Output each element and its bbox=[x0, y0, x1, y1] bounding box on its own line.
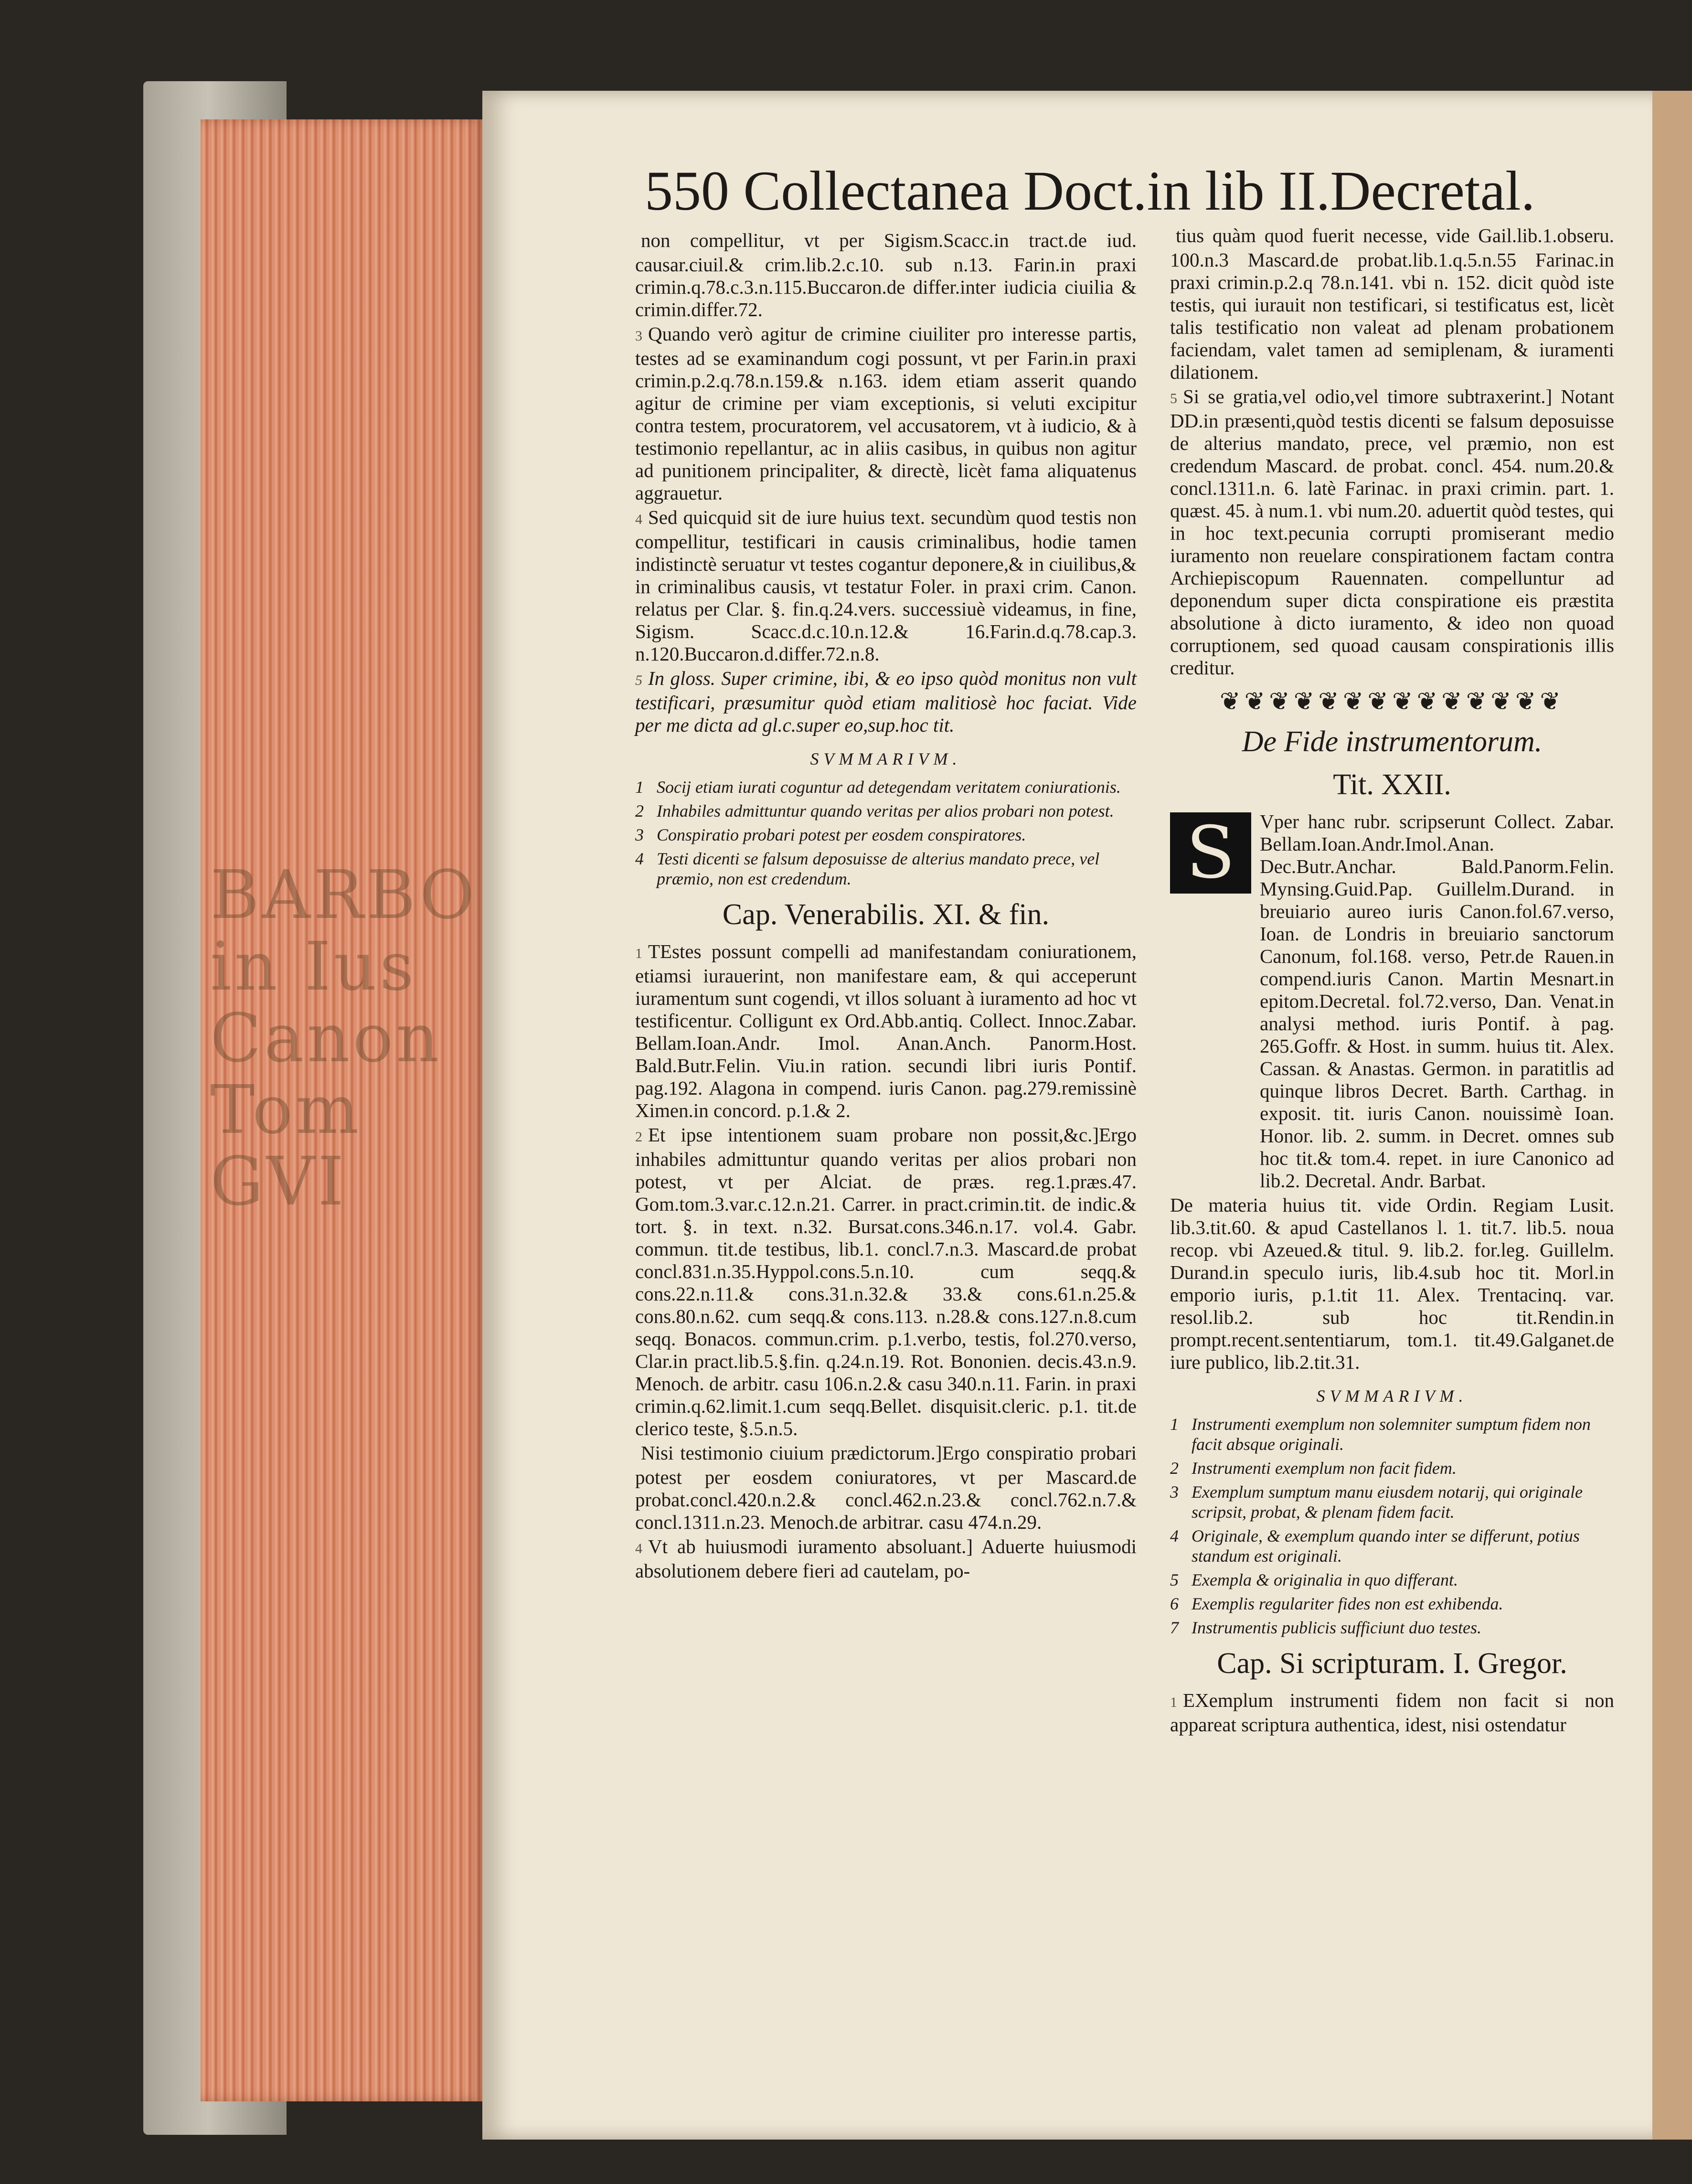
summary-item bbox=[635, 849, 1137, 889]
summary-number: 5 bbox=[1170, 1570, 1179, 1589]
section-title: De Fide instrumentorum. bbox=[1242, 725, 1543, 758]
summary-number: 1 bbox=[635, 778, 644, 797]
intro-paragraph: Vper hanc rubr. scripserunt Collect. Zabar. Bellam.Ioan.Andr.Imol.Anan. Dec.Butr.Anchar. Bald.Panorm.Felin. Mynsing.Guid.Pap. Guillelm.Durand. in breuiario aureo iuris Canon.fol.67.verso, Ioan. de Londris in breuiario sanctorum Canonum, fol.168. verso, Petr.de Rauen.in compend.iuris Canon. Martin Mesnart.in epitom.Decretal. fol.72.verso, Dan. Venat.in analysi method. iuris Pontif. à pag. 265.Goffr. & Host. in summ. huius tit. Alex. Cassan. & Anastas. Germon. in paratitlis ad quinque libros Decret. Barth. Carthag. in exposit. tit. iuris Canon. nouissimè Ioan. Honor. lib. 2. summ. in Decret. omnes sub hoc tit.& tom.4. repet. in iure Canonico ad lib.2. Decretal. Andr. Barbat. bbox=[1260, 810, 1614, 1192]
paragraph-text: Nisi testimonio ciuium prædictorum.]Ergo conspiratio probari potest per eosdem coniuratores, vt per Mascard.de probat.concl.420.n.2.& concl.462.n.23.& concl.762.n.7.& concl.1311.n.23. Menoch.de arbitrar. casu 474.n.29. bbox=[635, 1442, 1137, 1533]
margin-number: 1 bbox=[635, 946, 642, 961]
summary-heading: SVMMARIVM. bbox=[1316, 1386, 1468, 1406]
paragraph bbox=[635, 323, 1137, 504]
summary-number: 3 bbox=[1170, 1482, 1179, 1502]
paragraph-text: tius quàm quod fuerit necesse, vide Gail.lib.1.obseru. 100.n.3 Mascard.de probat.lib.1.q.5.n.55 Farinac.in praxi crimin.p.2.q 78.n.141. vbi n. 152. dicit quòd iste testis, qui iurauit non testificari, si testificatus est, licèt talis testificatio non valeat ad plenam probationem faciendam, valet tamen ad semiplenam, & iuramenti dilationem. bbox=[1170, 224, 1614, 383]
faded-spine-lettering: BARBO in Ius Canon Tom GVI bbox=[210, 856, 478, 1221]
margin-number: 5 bbox=[635, 672, 642, 688]
paragraph-text: Sed quicquid sit de iure huius text. secundùm quod testis non compellitur, testificari in causis criminalibus, hodie tamen indistinctè seruatur vt testes cogantur deponere,& in ciuilibus,& in criminalibus causis, vt testatur Foler. in praxi crim. Canon. relatus per Clar. §. fin.q.24.vers. successiuè videamus, in fine, Sigism. Scacc.d.c.10.n.12.& 16.Farin.d.q.78.cap.3. n.120.Buccaron.d.differ.72.n.8. bbox=[635, 506, 1137, 665]
summary-text: Socij etiam iurati coguntur ad detegendam veritatem coniurationis. bbox=[657, 778, 1121, 797]
paragraph-text: Vt ab huiusmodi iuramento absoluant.] Aduerte huiusmodi absolutionem debere fieri ad cautelam, po- bbox=[635, 1535, 1137, 1582]
intro-block bbox=[1170, 810, 1614, 1194]
summary-item bbox=[1170, 1458, 1614, 1478]
paragraph-text: non compellitur, vt per Sigism.Scacc.in tract.de iud. causar.ciuil.& crim.lib.2.c.10. sub n.13. Farin.in praxi crimin.q.78.c.3.n.115.Buccaron.de differ.inter iudicia ciuilia & crimin.differ.72. bbox=[635, 229, 1137, 320]
right-column bbox=[1170, 224, 1614, 1738]
summary-number: 7 bbox=[1170, 1618, 1179, 1637]
summary-item bbox=[1170, 1482, 1614, 1522]
margin-number: 3 bbox=[635, 328, 642, 344]
paragraph bbox=[1170, 1689, 1614, 1736]
chapter-heading: Cap. Venerabilis. XI. & fin. bbox=[722, 898, 1050, 931]
paragraph bbox=[635, 1535, 1137, 1582]
summary-number: 1 bbox=[1170, 1415, 1179, 1434]
summary-item bbox=[1170, 1526, 1614, 1566]
summary-item bbox=[635, 825, 1137, 845]
left-column bbox=[635, 229, 1137, 1584]
paragraph bbox=[635, 506, 1137, 665]
margin-number: 1 bbox=[1170, 1694, 1177, 1710]
running-header bbox=[645, 158, 1552, 224]
margin-number: 4 bbox=[635, 1541, 642, 1556]
margin-number: 4 bbox=[635, 511, 642, 527]
summary-text: Instrumenti exemplum non facit fidem. bbox=[1192, 1459, 1457, 1478]
summary-text: Conspiratio probari potest per eosdem conspiratores. bbox=[657, 825, 1026, 844]
materia-paragraph: De materia huius tit. vide Ordin. Regiam Lusit. lib.3.tit.60. & apud Castellanos l. 1. tit.7. lib.5. noua recop. vbi Azeued.& titul. 9. lib.2. for.leg. Guillelm. Durand.in speculo iuris, lib.4.sub hoc tit. Morl.in emporio iuris, p.1.tit 11. Alex. Trentacinq. var. resol.lib.2. sub hoc tit.Rendin.in prompt.recent.sententiarum, tom.1. tit.49.Galganet.de iure publico, lib.2.tit.31. bbox=[1170, 1194, 1614, 1373]
summary-text: Originale, & exemplum quando inter se differunt, potius standum est originali. bbox=[1192, 1526, 1580, 1566]
paragraph-text: Si se gratia,vel odio,vel timore subtraxerint.] Notant DD.in præsenti,quòd testis dicenti se falsum deposuisse de alterius mandato, prece, vel præmio, non est credendum Mascard. de probat. concl. 454. num.20.& concl.1311.n. 6. latè Farinac. in praxi crimin. part. 1. quæst. 45. à num.1. vbi num.20. aduertit quòd testes, qui in hoc text.pecunia corrupti promiserant medio iuramento non reuelare conspirationem factam contra Archiepiscopum Rauennaten. compelluntur ad deponendum super dicta conspiratione eis præstita absolutione à dicto iuramento, & ideo non quoad corruptionem, sed quoad causam conspirationis illis creditur. bbox=[1170, 385, 1614, 679]
summary-number: 4 bbox=[635, 849, 644, 868]
title-number: Tit. XXII. bbox=[1333, 768, 1451, 801]
paragraph bbox=[635, 940, 1137, 1122]
paragraph-text: Quando verò agitur de crimine ciuiliter pro interesse partis, testes ad se examinandum cogi possunt, vt per Farin.in praxi crimin.p.2.q.78.n.159.& n.163. idem etiam asserit quando agitur de crimine per viam exceptionis, si veluti excipitur contra testem, procuratorem, vel accusatorem, vt à iudicio, & à testimonio repellantur, ac in aliis casibus, in quibus non agitur ad punitionem principaliter, & directè, licèt fama aliquatenus aggrauetur. bbox=[635, 323, 1137, 504]
chapter-heading: Cap. Si scripturam. I. Gregor. bbox=[1217, 1647, 1567, 1680]
summary-text: Testi dicenti se falsum deposuisse de alterius mandato prece, vel præmio, non est credendum. bbox=[657, 849, 1100, 888]
summary-text: Exempla & originalia in quo differant. bbox=[1192, 1570, 1458, 1589]
paragraph bbox=[1170, 224, 1614, 384]
paragraph-text: Et ipse intentionem suam probare non possit,&c.]Ergo inhabiles admittuntur quando veritas per alios probari non potest, vt per Alciat. de præs. reg.1.præs.47. Gom.tom.3.var.c.12.n.21. Carrer. in pract.crimin.tit. de indic.& tort. §. in text. n.32. Bursat.cons.346.n.17. vol.4. Gabr. commun. tit.de testibus, lib.1. concl.7.n.3. Mascard.de probat concl.831.n.35.Hyppol.cons.5.n.10. cum seqq.& cons.22.n.11.& cons.31.n.32.& 33.& cons.61.n.25.& cons.80.n.62. cum seqq.& cons.113. n.28.& cons.127.n.8.cum seqq. Bonacos. commun.crim. p.1.verbo, testis, fol.270.verso, Clar.in pract.lib.5.§.fin. q.24.n.19. Rot. Bononien. decis.43.n.9. Menoch. de arbitr. casu 106.n.2.& casu 340.n.11. Farin. in praxi crimin.q.62.limit.1.cum seqq.Bellet. disquisit.cleric. p.1. tit.de clerico teste, §.5.n.5. bbox=[635, 1124, 1137, 1439]
summary-text: Instrumenti exemplum non solemniter sumptum fidem non facit absque originali. bbox=[1192, 1415, 1591, 1454]
summary-number: 3 bbox=[635, 825, 644, 844]
summary-number: 4 bbox=[1170, 1526, 1179, 1545]
paragraph bbox=[1170, 385, 1614, 679]
next-page-edge bbox=[1652, 91, 1692, 2140]
paragraph bbox=[635, 667, 1137, 736]
summary-item bbox=[1170, 1618, 1614, 1638]
summary-number: 2 bbox=[635, 801, 644, 820]
summary-text: Instrumentis publicis sufficiunt duo testes. bbox=[1192, 1618, 1481, 1637]
paragraph-text: EXemplum instrumenti fidem non facit si non appareat scriptura authentica, idest, nisi ostendatur bbox=[1170, 1689, 1614, 1736]
summary-text: Inhabiles admittuntur quando veritas per alios probari non potest. bbox=[657, 801, 1114, 820]
paragraph bbox=[635, 1442, 1137, 1534]
decorated-initial: S bbox=[1170, 812, 1251, 894]
summary-text: Exemplis regulariter fides non est exhibenda. bbox=[1192, 1594, 1503, 1613]
summary-item bbox=[1170, 1414, 1614, 1454]
margin-number: 2 bbox=[635, 1129, 642, 1145]
summary-number: 2 bbox=[1170, 1459, 1179, 1478]
paragraph-text: TEstes possunt compelli ad manifestandam coniurationem, etiamsi iurauerint, non manifestare eam, & qui acceperunt iuramentum sunt cogendi, vt illos soluant à iuramento ad hoc vt testificentur. Colligunt ex Ord.Abb.antiq. Collect. Innoc.Zabar. Bellam.Ioan.Andr. Imol. Anan.Anch. Panorm.Host. Bald.Butr.Felin. Viu.in ration. secundi libri iuris Pontif. pag.192. Alagona in compend. iuris Canon. pag.279.remissinè Ximen.in concord. p.1.& 2. bbox=[635, 940, 1137, 1121]
header-title: Collectanea Doct.in lib II.Decretal. bbox=[743, 160, 1535, 222]
summary-heading: SVMMARIVM. bbox=[810, 749, 962, 768]
summary-text: Exemplum sumptum manu eiusdem notarij, qui originale scripsit, probat, & plenam fidem facit. bbox=[1192, 1482, 1583, 1522]
summary-number: 6 bbox=[1170, 1594, 1179, 1613]
summary-item bbox=[635, 801, 1137, 821]
summary-item bbox=[635, 777, 1137, 797]
decorative-ornament-row: ❦❦❦❦❦❦❦❦❦❦❦❦❦❦ bbox=[1220, 688, 1564, 715]
paragraph bbox=[635, 1124, 1137, 1440]
page-number: 550 bbox=[645, 160, 729, 222]
paragraph bbox=[635, 229, 1137, 321]
summary-item bbox=[1170, 1594, 1614, 1614]
paragraph-text: In gloss. Super crimine, ibi, & eo ipso quòd monitus non vult testificari, præsumitur quòd etiam malitiosè hoc faciat. Vide per me dicta ad gl.c.super eo,sup.hoc tit. bbox=[635, 667, 1137, 736]
margin-number: 5 bbox=[1170, 391, 1177, 406]
summary-item bbox=[1170, 1570, 1614, 1590]
